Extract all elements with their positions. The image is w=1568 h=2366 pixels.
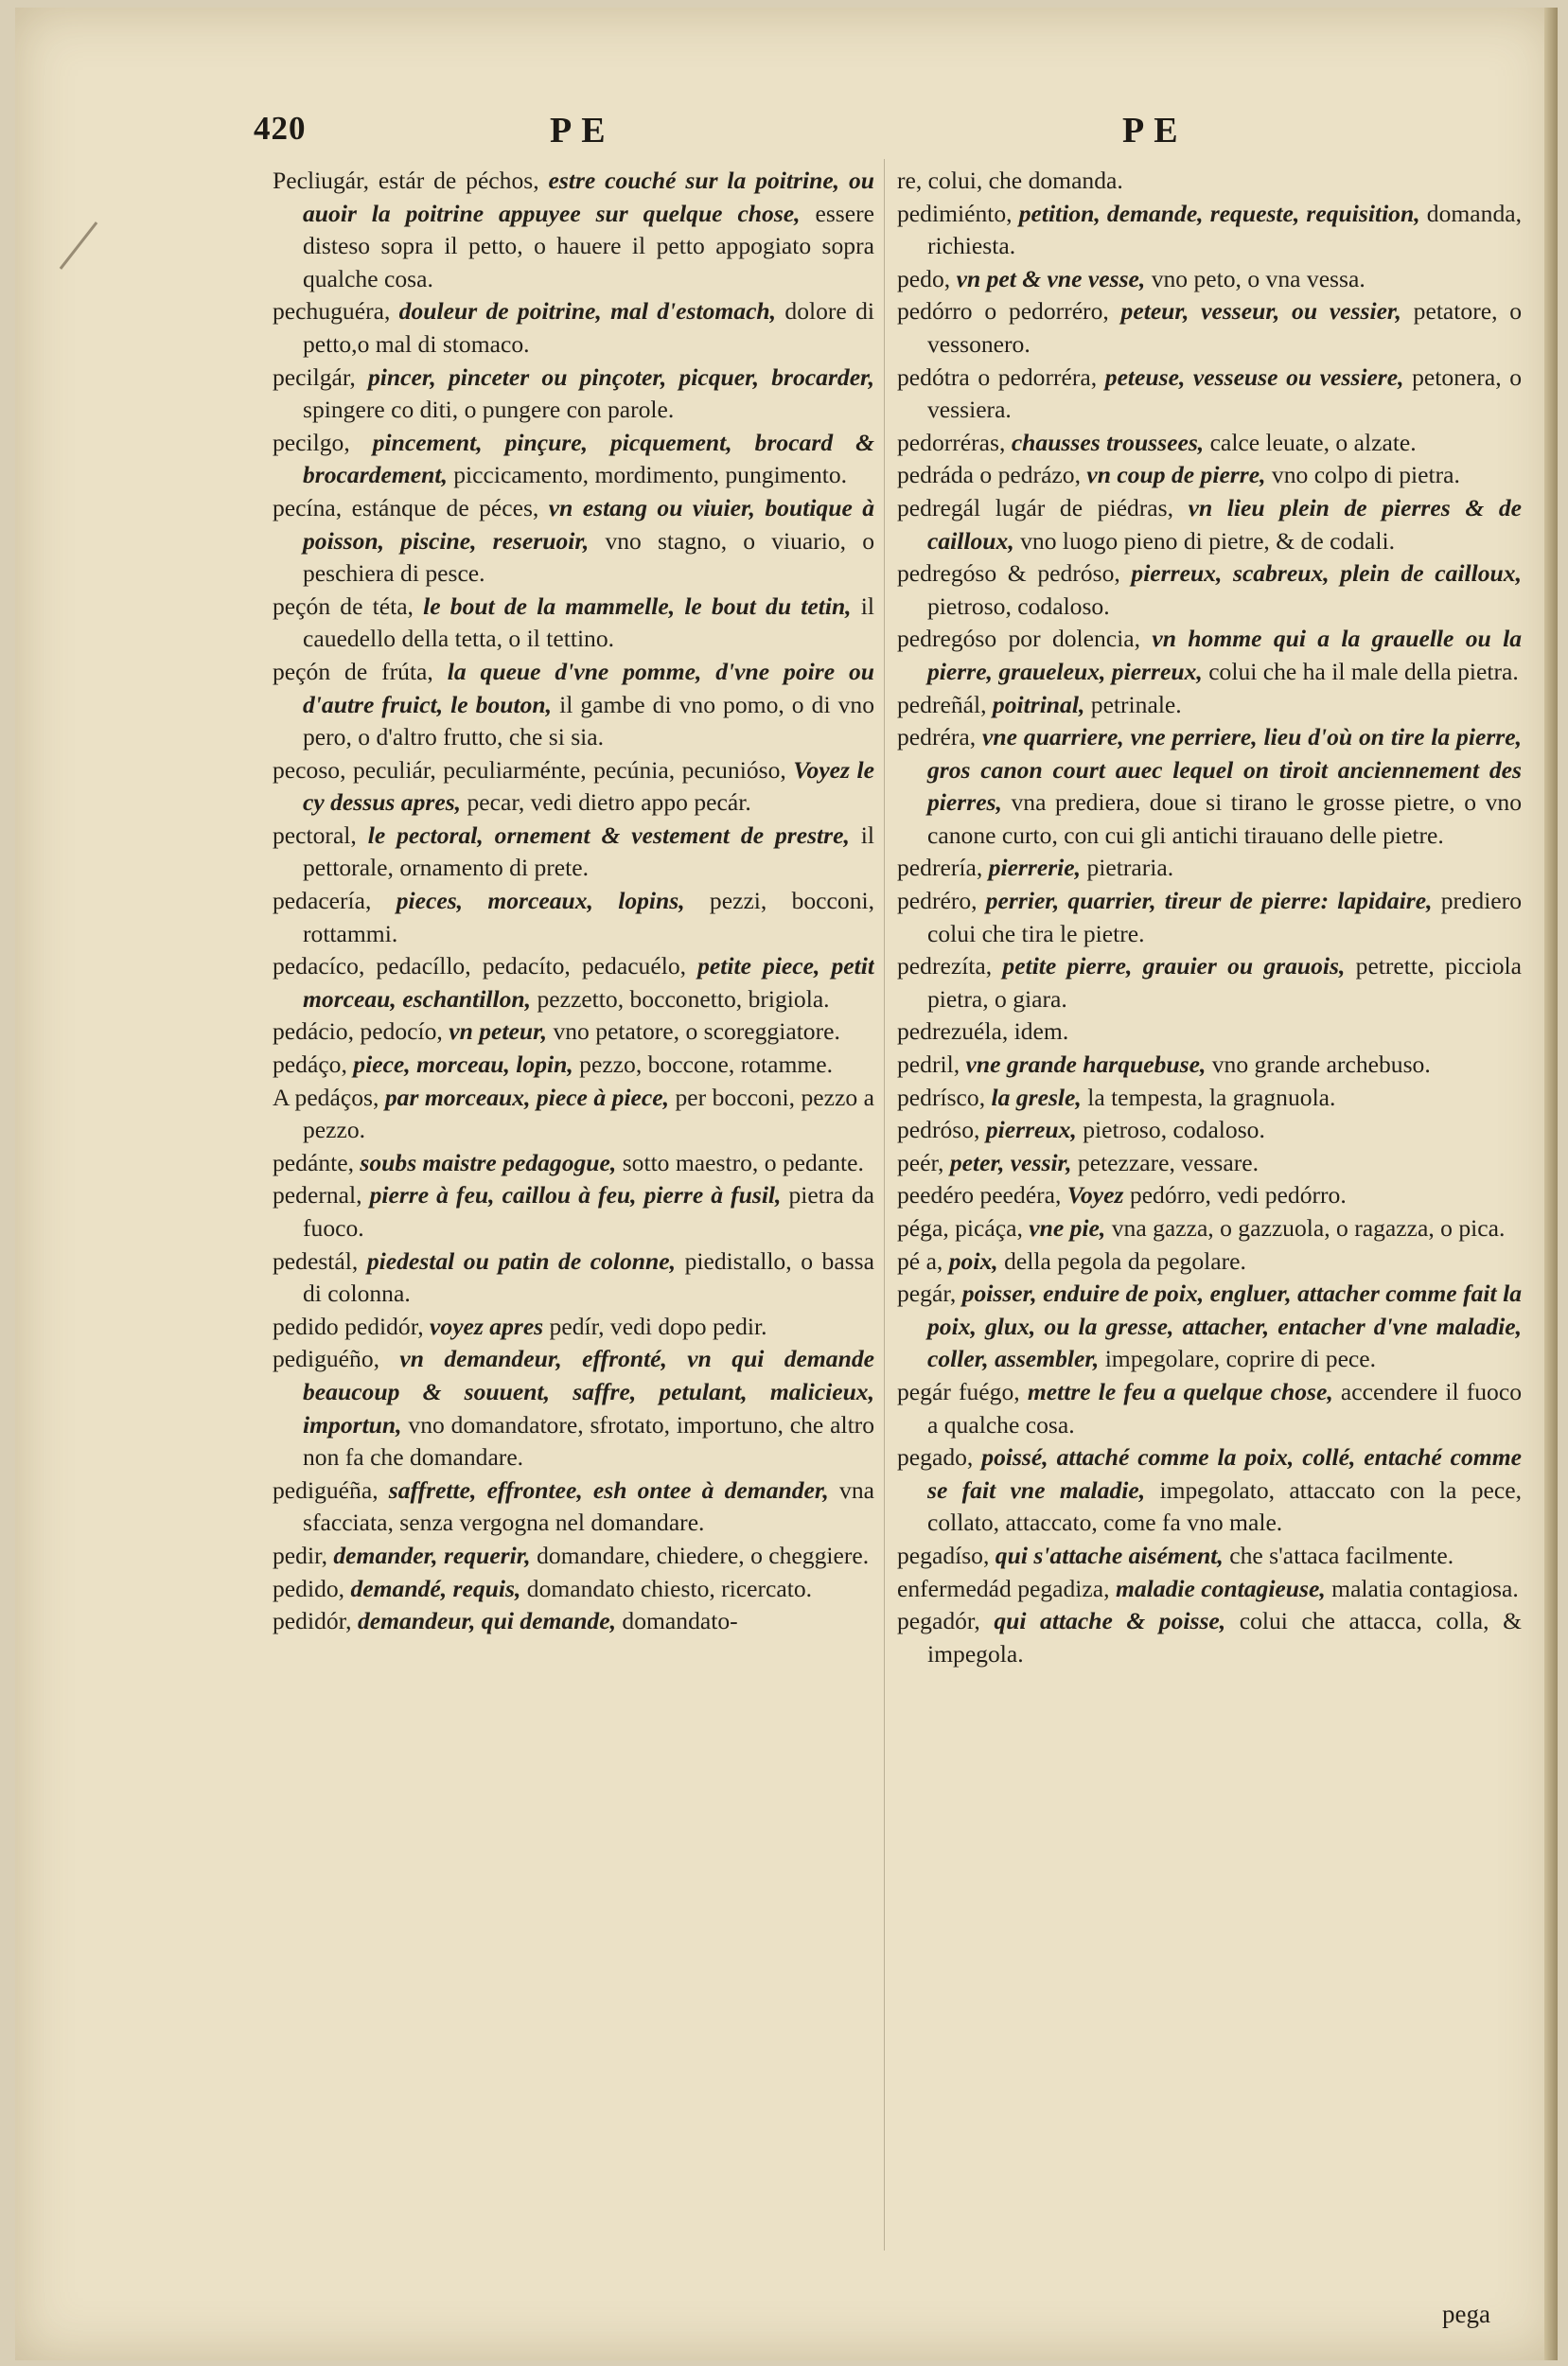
french-gloss: peter, vessir,	[949, 1148, 1072, 1176]
spanish-text: ,	[372, 1475, 379, 1504]
column-divider	[884, 159, 885, 2251]
headword: pedernal	[273, 1181, 357, 1209]
italian-gloss: pietroso, codaloso.	[927, 592, 1110, 620]
dictionary-entry	[897, 1147, 1522, 1180]
headword: pedrísco	[897, 1083, 979, 1111]
italian-gloss: vno domandatore, sfrotato, importuno, che altro non fa che domandare.	[303, 1410, 874, 1472]
dictionary-entry	[273, 1015, 874, 1049]
french-gloss: voyez apres	[430, 1312, 544, 1340]
french-gloss: peteur, vesseur, ou vessier,	[1120, 297, 1401, 326]
spanish-text: ,	[953, 1051, 960, 1079]
spanish-text: , pedocío,	[347, 1017, 443, 1046]
spanish-text: por dolencia,	[996, 625, 1141, 653]
italian-gloss: impegolare, coprire di pece.	[1104, 1345, 1377, 1373]
dictionary-entry	[897, 1212, 1522, 1245]
book-page	[15, 8, 1558, 2360]
spanish-text: , pedacíllo, pedacíto, pedacuélo,	[358, 952, 687, 980]
italian-gloss: piedistallo, o bassa di colonna.	[303, 1246, 874, 1308]
italian-gloss: re, colui, che domanda.	[897, 167, 1123, 194]
headword: pedrería	[897, 854, 977, 882]
headword: pedido	[273, 1312, 339, 1340]
italian-gloss: calce leuate, o alzate.	[1209, 428, 1417, 456]
french-gloss: demandeur, qui demande,	[357, 1607, 616, 1635]
italian-gloss: pedórro, vedi pedórro.	[1129, 1181, 1347, 1209]
headword: pedréra	[897, 723, 970, 751]
headword: pedregóso	[897, 559, 997, 588]
dictionary-entry	[897, 950, 1522, 1015]
french-gloss: saffrette, effrontee, esh ontee à demander,	[388, 1475, 829, 1504]
french-gloss: la queue d'vne pomme, d'vne poire ou d'autre fruict, le bouton,	[303, 657, 874, 718]
dictionary-entry	[897, 623, 1522, 688]
headword: pedácio	[273, 1017, 348, 1046]
headword: pedacería	[273, 887, 366, 915]
french-gloss: mettre le feu a quelque chose,	[1027, 1377, 1333, 1405]
dictionary-entry	[273, 427, 874, 492]
spanish-text: ,	[338, 1574, 345, 1602]
spanish-text: pegadiza,	[1011, 1574, 1110, 1602]
french-gloss: peteuse, vesseuse ou vessiere,	[1104, 362, 1404, 391]
italian-gloss: pezzi, bocconi, rottammi.	[303, 887, 874, 947]
headword: pedril	[897, 1051, 954, 1079]
headword: A pedáços	[273, 1083, 373, 1111]
italian-gloss: piccicamento, mordimento, pungimento.	[453, 461, 848, 489]
headword: pedacíco	[273, 952, 359, 980]
dictionary-entry	[273, 492, 874, 591]
french-gloss: perrier, quarrier, tireur de pierre: lapidaire,	[985, 887, 1433, 915]
spanish-text: de frúta,	[330, 657, 433, 685]
italian-gloss: pedír, vedi dopo pedir.	[549, 1312, 767, 1340]
headword: pedreñál	[897, 690, 981, 718]
spanish-text: ,	[345, 1607, 352, 1635]
italian-gloss: impegolato, attaccato con la pece, collato, attaccato, come fa vno male.	[927, 1475, 1522, 1537]
dictionary-entry	[897, 1179, 1522, 1212]
dictionary-entry	[897, 165, 1522, 198]
dictionary-entry	[897, 362, 1522, 427]
french-gloss: pierreux,	[985, 1116, 1077, 1144]
dictionary-entry	[897, 1376, 1522, 1441]
italian-gloss: vna sfacciata, senza vergogna nel domandare.	[303, 1475, 874, 1537]
dictionary-entry	[273, 1245, 874, 1311]
spanish-text: pedidór,	[338, 1312, 424, 1340]
dictionary-entry	[273, 754, 874, 820]
headword: pedrezuéla	[897, 1017, 1002, 1046]
spanish-text: ,	[943, 264, 951, 292]
headword: pedráda	[897, 461, 974, 489]
headword: pegár	[897, 1280, 950, 1308]
french-gloss: vn coup de pierre,	[1086, 461, 1266, 489]
french-gloss: demandé, requis,	[350, 1574, 521, 1602]
italian-gloss: vna gazza, o gazzuola, o ragazza, o pica.	[1111, 1214, 1506, 1242]
headword: pediguéño	[273, 1345, 374, 1373]
italian-gloss: il gambe di vno pomo, o di vno pero, o d'altro frutto, che si sia.	[303, 690, 874, 751]
italian-gloss: domandato-	[622, 1607, 738, 1635]
spanish-text: o pedrázo,	[974, 461, 1081, 489]
dictionary-entry	[897, 852, 1522, 885]
italian-gloss: spingere co diti, o pungere con parole.	[303, 396, 675, 424]
spanish-text: ,	[1006, 199, 1013, 227]
french-gloss: vne quarriere, vne perriere, lieu d'où on tire la pierre, gros canon court auec lequel on tiroit anciennement des pierres,	[927, 723, 1522, 817]
spanish-text: ,	[982, 1541, 990, 1569]
italian-gloss: sotto maestro, o pedante.	[622, 1148, 864, 1176]
spanish-text: o pedorréra,	[969, 362, 1098, 391]
french-gloss: le pectoral, ornement & vestement de prestre,	[367, 821, 850, 849]
dictionary-entry	[273, 820, 874, 885]
dictionary-entry	[897, 721, 1522, 852]
dictionary-entry	[273, 1474, 874, 1540]
headword: pedir	[273, 1541, 322, 1569]
dictionary-entry	[273, 362, 874, 427]
italian-gloss: per bocconi, pezzo a pezzo.	[303, 1083, 874, 1144]
headword: pedánte	[273, 1148, 348, 1176]
headword: pedrezíta	[897, 952, 986, 980]
dictionary-entry	[273, 1049, 874, 1082]
headword: pegár	[897, 1377, 951, 1405]
headword: pecína	[273, 493, 336, 521]
italian-gloss: pecar, vedi dietro appo pecár.	[467, 788, 751, 817]
french-gloss: estre couché sur la poitrine, ou auoir la poitrine appuyee sur quelque chose,	[303, 167, 874, 227]
french-gloss: demander, requerir,	[333, 1541, 531, 1569]
spanish-text: , estánque de péces,	[335, 493, 539, 521]
italian-gloss: colui che ha il male della pietra.	[1208, 657, 1519, 685]
french-gloss: piedestal ou patin de colonne,	[366, 1246, 677, 1275]
italian-gloss: vna prediera, doue si tirano le grosse pietre, o vno canone curto, con cui gli antichi tirauano delle pietre.	[927, 788, 1522, 849]
headword: péga	[897, 1214, 943, 1242]
headword: pedorréras	[897, 428, 999, 456]
french-gloss: poix,	[948, 1246, 998, 1275]
spanish-text: ,	[321, 1541, 327, 1569]
headword: pé	[897, 1246, 921, 1275]
headword: pedréro	[897, 887, 972, 915]
spanish-text: ,	[344, 428, 350, 456]
headword: pedáço	[273, 1051, 342, 1079]
french-gloss: soubs maistre pedagogue,	[360, 1148, 617, 1176]
page-number: 420	[254, 110, 307, 147]
french-gloss: pincement, pinçure, picquement, brocard & brocardement,	[303, 428, 874, 489]
french-gloss: par morceaux, piece à piece,	[384, 1083, 670, 1111]
headword: pedo	[897, 264, 944, 292]
french-gloss: pierre à feu, caillou à feu, pierre à fusil,	[369, 1181, 782, 1209]
italian-gloss: dolore di petto,o mal di stomaco.	[303, 297, 874, 358]
dictionary-entry	[273, 1082, 874, 1147]
italian-gloss: pezzo, boccone, rotamme.	[579, 1051, 834, 1079]
italian-gloss: pietroso, codaloso.	[1083, 1116, 1265, 1144]
french-gloss: petite pierre, grauier ou grauois,	[1002, 952, 1346, 980]
italian-gloss: della pegola da pegolare.	[1004, 1246, 1246, 1275]
dictionary-entry	[897, 263, 1522, 296]
headword: pedidór	[273, 1607, 346, 1635]
spanish-text: lugár de piédras,	[980, 493, 1173, 521]
page-spine-edge	[1544, 8, 1558, 2360]
french-gloss: vn lieu plein de pierres & de cailloux,	[927, 493, 1522, 555]
headword: pedregál	[897, 493, 981, 521]
dictionary-entry	[273, 950, 874, 1015]
french-gloss: piece, morceau, lopin,	[353, 1051, 573, 1079]
spanish-text: & pedróso,	[996, 559, 1120, 588]
italian-gloss: pietra da fuoco.	[303, 1181, 874, 1242]
italian-gloss: vno peto, o vna vessa.	[1151, 264, 1365, 292]
headword: pedórro	[897, 297, 973, 326]
italian-gloss: malatia contagiosa.	[1331, 1574, 1519, 1602]
headword: pediguéña	[273, 1475, 373, 1504]
dictionary-entry	[897, 885, 1522, 950]
french-gloss: poitrinal,	[992, 690, 1085, 718]
italian-gloss: il pettorale, ornamento di prete.	[303, 821, 874, 882]
headword: pegado	[897, 1443, 967, 1472]
dictionary-entry	[273, 1311, 874, 1344]
italian-gloss: accendere il fuoco a qualche cosa.	[927, 1377, 1522, 1439]
dictionary-entry	[273, 1605, 874, 1638]
headword: pecoso	[273, 755, 341, 784]
dictionary-entry	[897, 1605, 1522, 1670]
french-gloss: chausses troussees,	[1011, 428, 1205, 456]
dictionary-entry	[273, 591, 874, 656]
french-gloss: vne grande harquebuse,	[965, 1051, 1207, 1079]
italian-gloss: vno colpo di pietra.	[1271, 461, 1460, 489]
dictionary-entry	[897, 295, 1522, 361]
headword: pectoral	[273, 821, 351, 849]
headword: Pecliugár	[273, 167, 363, 194]
spanish-text: ,	[341, 1051, 347, 1079]
spanish-text: ,	[349, 362, 356, 391]
italian-gloss: domanda, richiesta.	[927, 199, 1522, 260]
dictionary-entry	[897, 1082, 1522, 1115]
spanish-text: ,	[383, 297, 391, 326]
french-gloss: qui attache & poisse,	[994, 1607, 1226, 1635]
headword: peçón	[273, 657, 331, 685]
headword: pechuguéra	[273, 297, 384, 326]
headword: pedótra	[897, 362, 970, 391]
dictionary-entry	[273, 1343, 874, 1474]
italian-gloss: petezzare, vessare.	[1077, 1148, 1260, 1176]
dictionary-entry	[897, 459, 1522, 492]
italian-gloss: vno petatore, o scoreggiatore.	[553, 1017, 840, 1046]
spanish-text: ,	[976, 854, 983, 882]
spanish-text: ,	[350, 821, 357, 849]
spanish-text: a,	[920, 1246, 943, 1275]
headword: pecilgár	[273, 362, 350, 391]
italian-gloss: la tempesta, la gragnuola.	[1087, 1083, 1336, 1111]
spanish-text: o pedorréro,	[972, 297, 1109, 326]
french-gloss: poisser, enduire de poix, engluer, attacher comme fait la poix, glux, ou la gresse, attacher, entacher d'vne maladie, coller, assembler,	[927, 1280, 1522, 1373]
dictionary-entry	[897, 1114, 1522, 1147]
dictionary-entry	[897, 1278, 1522, 1376]
italian-gloss: colui che attacca, colla, & impegola.	[927, 1607, 1522, 1668]
dictionary-entry	[273, 1540, 874, 1573]
dictionary-entry	[273, 885, 874, 950]
french-gloss: Voyez	[1066, 1181, 1124, 1209]
headword: pecilgo	[273, 428, 344, 456]
headword: pedestál	[273, 1246, 352, 1275]
italian-gloss: domandare, chiedere, o cheggiere.	[537, 1541, 870, 1569]
headword: pedregóso	[897, 625, 997, 653]
italian-gloss: il cauedello della tetta, o il tettino.	[303, 592, 874, 653]
italian-gloss: che s'attaca facilmente.	[1229, 1541, 1454, 1569]
french-gloss: Voyez le cy dessus apres,	[303, 755, 874, 817]
spanish-text: ,	[351, 1246, 359, 1275]
dictionary-entry	[273, 656, 874, 754]
italian-gloss: idem.	[1013, 1017, 1069, 1046]
right-column	[897, 165, 1522, 2304]
french-gloss: vn demandeur, effronté, vn qui demande beaucoup & souuent, saffre, petulant, malicieux, importun,	[303, 1345, 874, 1439]
italian-gloss: petrinale.	[1090, 690, 1182, 718]
spanish-text: ,	[1001, 1017, 1009, 1046]
italian-gloss: essere disteso sopra il petto, o hauere il petto appogiato sopra qualche cosa.	[303, 199, 874, 292]
spanish-text: , estár de péchos,	[362, 167, 539, 194]
french-gloss: petite piece, petit morceau, eschantillon,	[303, 952, 874, 1013]
headword: peedéro	[897, 1181, 974, 1209]
dictionary-entry	[897, 1015, 1522, 1049]
dictionary-entry	[897, 1573, 1522, 1606]
spanish-text: ,	[969, 723, 977, 751]
left-column	[273, 165, 874, 2304]
headword: pegadíso	[897, 1541, 983, 1569]
french-gloss: vn estang ou viuier, boutique à poisson, piscine, reseruoir,	[303, 493, 874, 555]
spanish-text: ,	[373, 1345, 380, 1373]
french-gloss: pieces, morceaux, lopins,	[396, 887, 685, 915]
italian-gloss: vno stagno, o viuario, o peschiera di pesce.	[303, 526, 874, 588]
headword: pegadór	[897, 1607, 975, 1635]
spanish-text: ,	[347, 1148, 354, 1176]
italian-gloss: petonera, o vessiera.	[927, 362, 1522, 424]
french-gloss: vn peteur,	[449, 1017, 548, 1046]
spanish-text: ,	[971, 887, 978, 915]
spanish-text: de téta,	[330, 592, 414, 620]
french-gloss: pincer, pinceter ou pinçoter, picquer, brocarder,	[367, 362, 874, 391]
ink-mark	[60, 221, 98, 270]
spanish-text: peedéra,	[974, 1181, 1062, 1209]
french-gloss: pierrerie,	[988, 854, 1082, 882]
dictionary-entry	[897, 492, 1522, 557]
dictionary-entry	[897, 1049, 1522, 1082]
spanish-text: ,	[974, 1607, 980, 1635]
spanish-text: fuégo,	[950, 1377, 1020, 1405]
italian-gloss: vno grande archebuso.	[1211, 1051, 1431, 1079]
spanish-text: ,	[938, 1148, 944, 1176]
dictionary-entry	[897, 1540, 1522, 1573]
headword: enfermedád	[897, 1574, 1012, 1602]
french-gloss: vn homme qui a la grauelle ou la pierre, graueleux, pierreux,	[927, 625, 1522, 685]
french-gloss: douleur de poitrine, mal d'estomach,	[398, 297, 777, 326]
headword: pedimiénto	[897, 199, 1007, 227]
dictionary-entry	[897, 1441, 1522, 1540]
italian-gloss: domandato chiesto, ricercato.	[526, 1574, 813, 1602]
french-gloss: vne pie,	[1029, 1214, 1106, 1242]
spanish-text: , picáça,	[943, 1214, 1023, 1242]
italian-gloss: petrette, picciola pietra, o giara.	[927, 952, 1522, 1013]
italian-gloss: pietraria.	[1086, 854, 1174, 882]
french-gloss: qui s'attache aisément,	[995, 1541, 1224, 1569]
french-gloss: poissé, attaché comme la poix, collé, entaché comme se fait vne maladie,	[927, 1443, 1522, 1504]
dictionary-entry	[273, 1147, 874, 1180]
catchword: pega	[1442, 2300, 1490, 2328]
dictionary-entry	[273, 1573, 874, 1606]
spanish-text: ,	[966, 1443, 974, 1472]
spanish-text: ,	[999, 428, 1006, 456]
dictionary-entry	[897, 689, 1522, 722]
spanish-text: ,	[985, 952, 993, 980]
french-gloss: maladie contagieuse,	[1115, 1574, 1326, 1602]
italian-gloss: vno luogo pieno di pietre, & de codali.	[1020, 526, 1396, 555]
spanish-text: ,	[974, 1116, 980, 1144]
french-gloss: vn pet & vne vesse,	[956, 264, 1146, 292]
headword: peçón	[273, 592, 331, 620]
italian-gloss: pezzetto, bocconetto, brigiola.	[537, 984, 830, 1013]
guide-word-left: PE	[550, 111, 615, 150]
spanish-text: ,	[978, 1083, 986, 1111]
dictionary-entry	[897, 1245, 1522, 1279]
spanish-text: ,	[372, 1083, 379, 1111]
spanish-text: ,	[949, 1280, 957, 1308]
dictionary-entry	[273, 1179, 874, 1245]
dictionary-entry	[273, 295, 874, 361]
italian-gloss: petatore, o vessonero.	[927, 297, 1522, 358]
spanish-text: , peculiár, peculiarménte, pecúnia, pecunióso,	[340, 755, 786, 784]
french-gloss: petition, demande, requeste, requisition,	[1018, 199, 1420, 227]
dictionary-entry	[897, 557, 1522, 623]
headword: pedróso	[897, 1116, 975, 1144]
italian-gloss: prediero colui che tira le pietre.	[927, 887, 1522, 947]
french-gloss: la gresle,	[991, 1083, 1082, 1111]
headword: pedido	[273, 1574, 339, 1602]
french-gloss: pierreux, scabreux, plein de cailloux,	[1131, 559, 1522, 588]
dictionary-entry	[273, 165, 874, 295]
dictionary-entry	[897, 198, 1522, 263]
spanish-text: ,	[365, 887, 372, 915]
headword: peér	[897, 1148, 939, 1176]
guide-word-right: PE	[1122, 111, 1188, 150]
dictionary-entry	[897, 427, 1522, 460]
spanish-text: ,	[356, 1181, 362, 1209]
french-gloss: le bout de la mammelle, le bout du tetin,	[423, 592, 852, 620]
spanish-text: ,	[980, 690, 987, 718]
